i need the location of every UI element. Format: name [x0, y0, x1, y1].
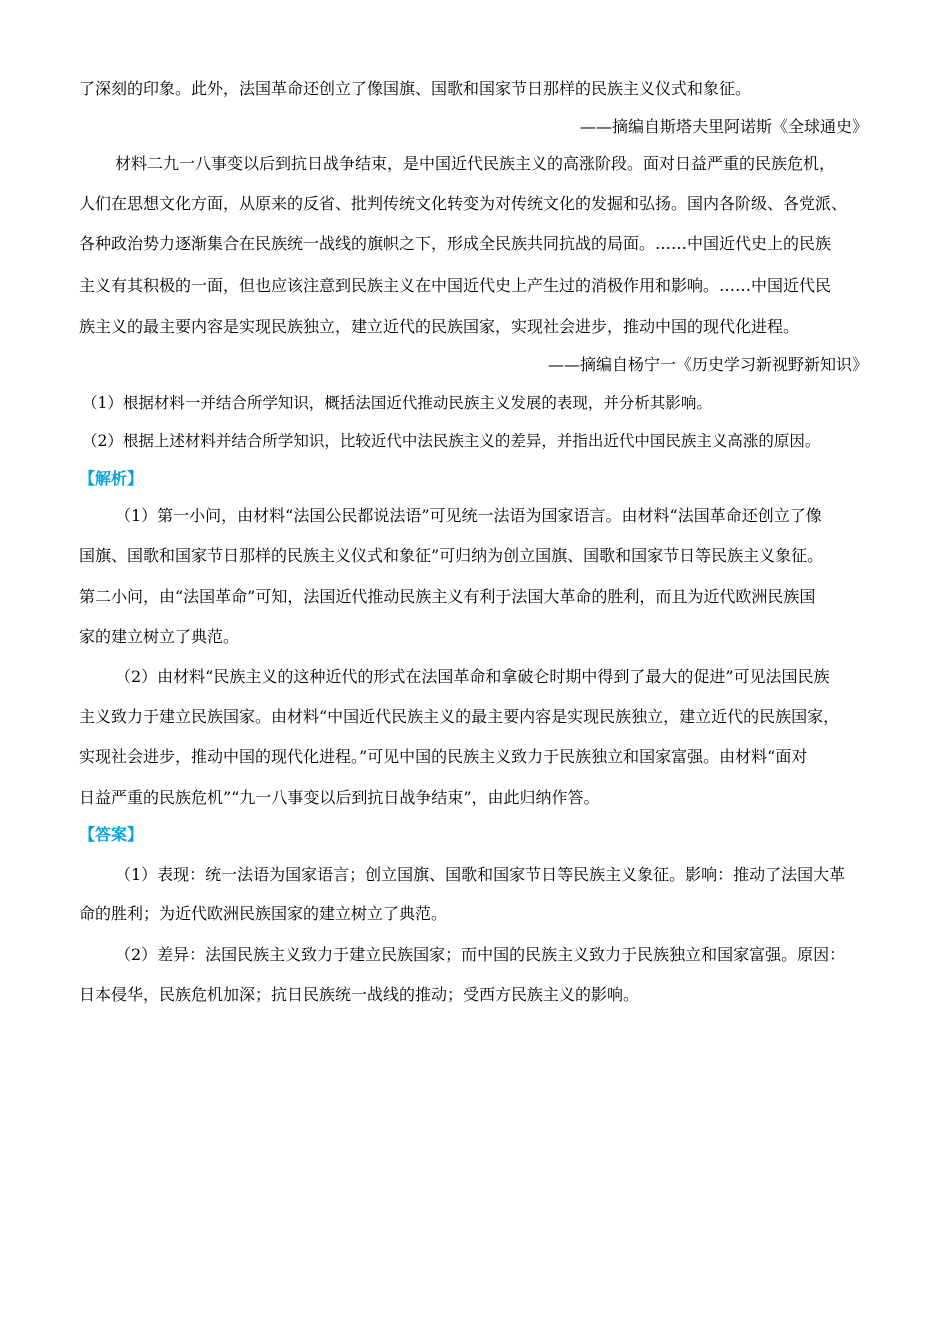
analysis-para1-line: 家的建立树立了典范。 [79, 627, 240, 646]
material2-line: 材料二九一八事变以后到抗日战争结束，是中国近代民族主义的高涨阶段。面对日益严重的民族危机， [115, 154, 836, 173]
analysis-para2-line: 实现社会进步，推动中国的现代化进程。”可见中国的民族主义致力于民族独立和国家富强。由材料“面对 [79, 747, 808, 766]
answer-para2-line: （2）差异：法国民族主义致力于建立民族国家；而中国的民族主义致力于民族独立和国家富强。原因： [115, 945, 846, 964]
answer-para2-line: 日本侵华，民族危机加深；抗日民族统一战线的推动；受西方民族主义的影响。 [79, 985, 640, 1004]
analysis-para2-line: 日益严重的民族危机”“九一八事变以后到抗日战争结束”，由此归纳作答。 [79, 788, 600, 807]
answer-para1-line: （1）表现：统一法语为国家语言；创立国旗、国歌和国家节日等民族主义象征。影响：推动了法国大革 [115, 865, 846, 884]
analysis-para2-line: （2）由材料“民族主义的这种近代的形式在法国革命和拿破仑时期中得到了最大的促进”可见法国民族 [115, 667, 830, 686]
material2-line: 族主义的最主要内容是实现民族独立，建立近代的民族国家，实现社会进步，推动中国的现代化进程。 [79, 317, 800, 336]
material1-source: ——摘编自斯塔夫里阿诺斯《全球通史》 [579, 117, 868, 136]
analysis-para1-line: （1）第一小问，由材料“法国公民都说法语”可见统一法语为国家语言。由材料“法国革命还创立了像 [115, 506, 822, 525]
question-2: （2）根据上述材料并结合所学知识，比较近代中法民族主义的差异，并指出近代中国民族主义高涨的原因。 [82, 432, 821, 450]
analysis-para2-line: 主义致力于建立民族国家。由材料“中国近代民族主义的最主要内容是实现民族独立，建立近代的民族国家， [79, 707, 840, 726]
analysis-para1-line: 第二小问，由“法国革命”可知，法国近代推动民族主义有利于法国大革命的胜利，而且为近代欧洲民族国 [79, 587, 816, 606]
material2-line: 各种政治势力逐渐集合在民族统一战线的旗帜之下，形成全民族共同抗战的局面。……中国近代史上的民族 [79, 234, 832, 253]
material2-source: ——摘编自杨宁一《历史学习新视野新知识》 [547, 355, 868, 374]
material2-line: 主义有其积极的一面，但也应该注意到民族主义在中国近代史上产生过的消极作用和影响。……中国近代民 [79, 276, 832, 295]
analysis-heading: 【解析】 [79, 469, 144, 488]
material2-line: 人们在思想文化方面，从原来的反省、批判传统文化转变为对传统文化的发掘和弘扬。国内各阶级、各党派、 [79, 194, 848, 213]
answer-para1-line: 命的胜利；为近代欧洲民族国家的建立树立了典范。 [79, 904, 448, 923]
question-1: （1）根据材料一并结合所学知识，概括法国近代推动民族主义发展的表现，并分析其影响。 [82, 394, 712, 412]
answer-heading: 【答案】 [79, 825, 144, 844]
material1-tail-line: 了深刻的印象。此外，法国革命还创立了像国旗、国歌和国家节日那样的民族主义仪式和象征。 [79, 79, 752, 98]
analysis-para1-line: 国旗、国歌和国家节日那样的民族主义仪式和象征”可归纳为创立国旗、国歌和国家节日等民族主义象征。 [79, 546, 824, 565]
